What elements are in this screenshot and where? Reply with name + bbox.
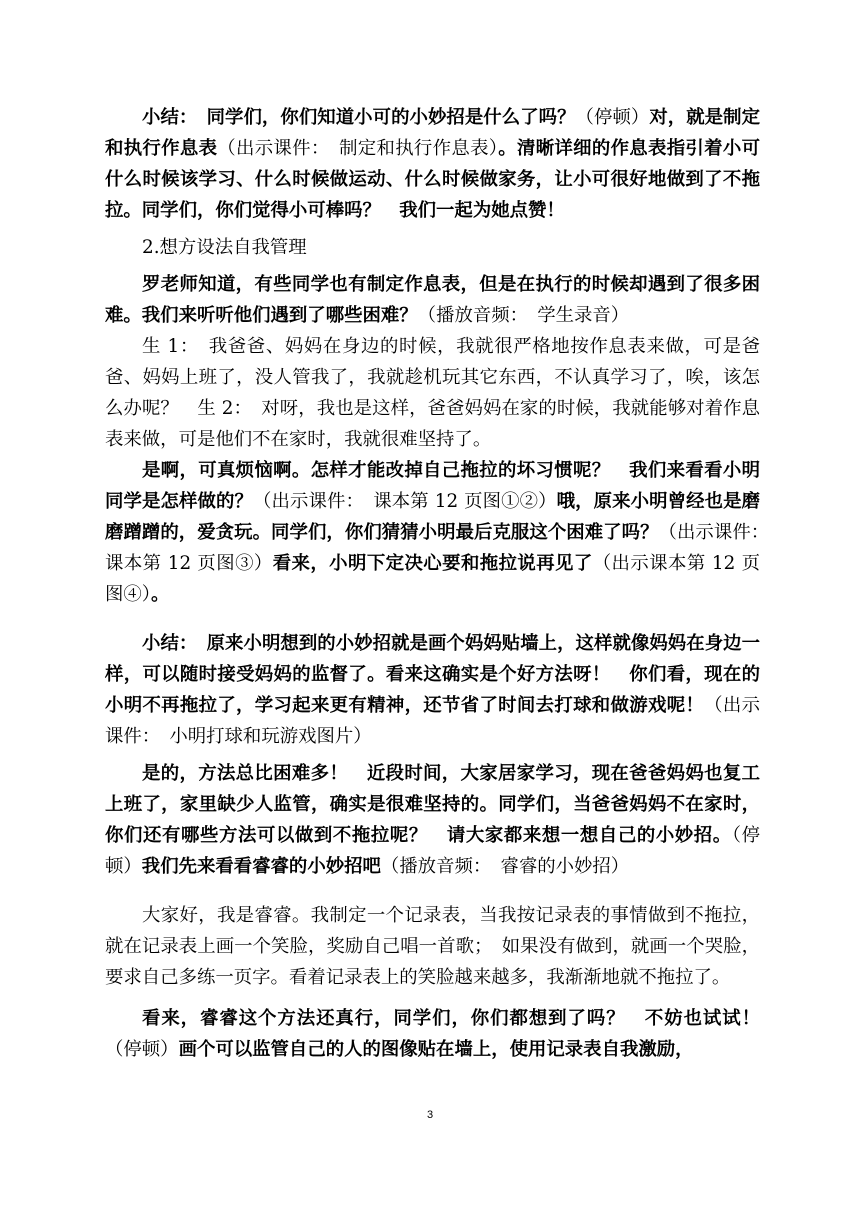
text-normal: （出示课本第 12 页图④）: [105, 553, 761, 605]
text-normal: （出示课件： 小明打球和玩游戏图片）: [105, 695, 760, 747]
paragraph-summary-xiaoke: [105, 102, 760, 226]
text-normal: 大家好，我是睿睿。我制定一个记录表，当我按记录表的事情做到不拖拉，就在记录表上画一个笑脸，奖励自己唱一首歌； 如果没有做到，就画一个哭脸，要求自己多练一页字。看着记录表上的笑脸越来越多，我渐渐地就不拖拉了。: [105, 905, 760, 988]
paragraph-methods: [105, 758, 760, 882]
text-bold: 是啊，可真烦恼啊。怎样才能改掉自己拖拉的坏习惯呢？ 我们来看看小明同学是怎样做的？: [105, 460, 760, 512]
text-normal: 2.想方设法自我管理: [142, 237, 307, 258]
text-bold: 是的，方法总比困难多！ 近段时间，大家居家学习，现在爸爸妈妈也复工上班了，家里缺少人监管，确实是很难坚持的。同学们，当爸爸妈妈不在家时，你们还有哪些方法可以做到不拖拉呢？ 请大家都来想一想自己的小妙招。: [105, 763, 760, 846]
paragraph-teacher-intro: [105, 269, 760, 331]
text-bold: 哦，原来小明曾经也是磨磨蹭蹭的，爱贪玩。同学们，你们猜猜小明最后克服这个困难了吗？: [105, 491, 760, 543]
text-bold: 看来，睿睿这个方法还真行，同学们，你们都想到了吗？ 不妨也试试！: [142, 1008, 760, 1029]
text-bold: 小结： 原来小明想到的小妙招就是画个妈妈贴墙上，这样就像妈妈在身边一样，可以随时接受妈妈的监督了。看来这确实是个好方法呀！ 你们看，现在的小明不再拖拉了，学习起来更有精神，还节省了时间去打球和做游戏呢！: [105, 633, 760, 716]
text-normal: 生 1： 我爸爸、妈妈在身边的时候，我就很严格地按作息表来做，可是爸爸、妈妈上班了，没人管我了，我就趁机玩其它东西，不认真学习了，唉，该怎么办呢？ 生 2： 对呀，我也是这样，爸爸妈妈在家的时候，我就能够对着作息表来做，可是他们不在家时，我就很难坚持了。: [105, 336, 760, 450]
document-body: [105, 102, 779, 1065]
text-normal: （播放音频： 睿睿的小妙招）: [380, 856, 630, 877]
text-bold: 小结： 同学们，你们知道小可的小妙招是什么了吗？: [142, 107, 576, 128]
text-normal: （出示课件： 课本第 12 页图①②）: [253, 491, 557, 512]
text-bold: 。清晰详细的作息表指引着小可什么时候该学习、什么时候做运动、什么时候做家务，让小可很好地做到了不拖拉。同学们，你们觉得小可棒吗？ 我们一起为她点赞！: [105, 138, 760, 221]
text-bold: 看来，小明下定决心要和拖拉说再见了: [272, 553, 593, 574]
paragraph-ruirui-audio: [105, 900, 760, 993]
page-number: 3: [426, 1109, 434, 1121]
text-normal: （播放音频： 学生录音）: [417, 305, 630, 326]
text-bold: 。: [150, 584, 170, 605]
text-normal: （出示课件： 课本第 12 页图③）: [105, 522, 779, 574]
text-normal: （停顿）: [575, 107, 650, 128]
paragraph-conclusion: [105, 1003, 760, 1065]
section-heading: [105, 232, 760, 263]
text-bold: 对，就是制定和执行作息表: [105, 107, 760, 159]
text-normal: （出示课件： 制定和执行作息表）: [217, 138, 499, 159]
paragraph-summary-xiaoming: [105, 628, 760, 752]
text-normal: （停顿）: [105, 1039, 179, 1060]
text-bold: 罗老师知道，有些同学也有制定作息表，但是在执行的时候却遇到了很多困难。我们来听听他们遇到了哪些困难？: [105, 274, 760, 326]
text-bold: 画个可以监管自己的人的图像贴在墙上，使用记录表自我激励，: [178, 1039, 694, 1060]
paragraph-student-recordings: [105, 331, 760, 455]
text-normal: （停顿）: [105, 825, 760, 877]
paragraph-xiaoming: [105, 455, 779, 610]
text-bold: 我们先来看看睿睿的小妙招吧: [141, 856, 381, 877]
